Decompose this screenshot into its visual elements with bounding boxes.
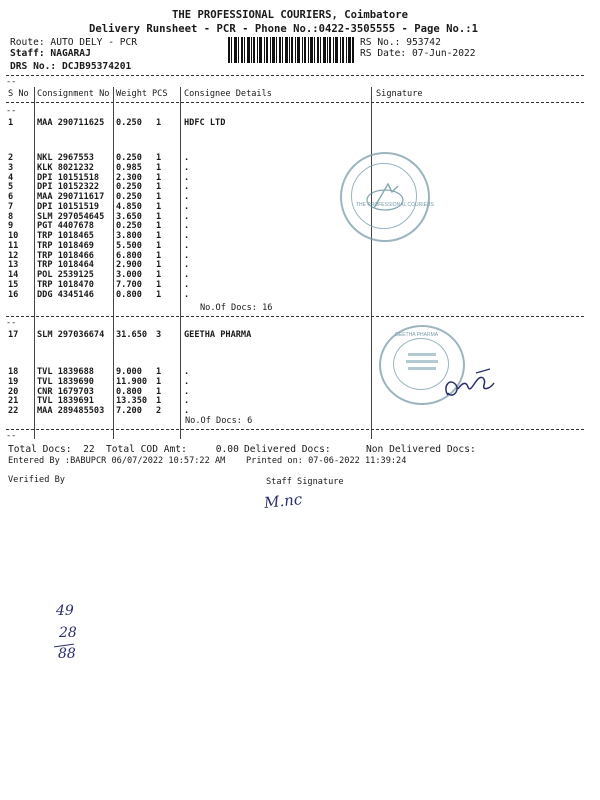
- consignment-no: TVL 1839688: [37, 367, 94, 377]
- consignment-no: KLK 8021232: [37, 162, 94, 173]
- total-cod: Total COD Amt: 0.00: [106, 444, 239, 455]
- table-row: [0, 387, 600, 397]
- table-row: [0, 377, 600, 387]
- consignee: .: [184, 250, 190, 261]
- consignee: .: [184, 162, 190, 173]
- weight: 3.650: [116, 211, 142, 222]
- pcs: 1: [156, 386, 162, 397]
- rs-date: RS Date: 07-Jun-2022: [360, 48, 476, 59]
- consignment-no: TRP 1018469: [37, 240, 94, 251]
- col-consignee: Consignee Details: [184, 89, 272, 99]
- pcs: 1: [156, 201, 162, 212]
- sno: 19: [8, 376, 19, 387]
- sno: 17: [8, 330, 19, 340]
- weight: 0.800: [116, 289, 142, 300]
- staff-label: Staff: NAGARAJ: [10, 48, 91, 59]
- pcs: 1: [156, 250, 162, 261]
- pcs: 1: [156, 279, 162, 290]
- consignment-no: DDG 4345146: [37, 289, 94, 300]
- consignment-no: SLM 297054645: [37, 211, 105, 222]
- sno: 8: [8, 211, 14, 222]
- sno: 14: [8, 270, 19, 280]
- pcs: 1: [156, 211, 162, 222]
- consignee: .: [184, 289, 190, 300]
- pcs: 1: [156, 162, 162, 173]
- consignment-no: MAA 290711625: [37, 118, 105, 128]
- weight: 6.800: [116, 250, 142, 261]
- pcs: 1: [156, 270, 162, 280]
- weight: 0.250: [116, 153, 142, 163]
- company-name: THE PROFESSIONAL COURIERS, Coimbatore: [172, 9, 408, 21]
- consignment-no: DPI 10151518: [37, 172, 100, 183]
- total-docs: Total Docs: 22: [8, 444, 95, 455]
- pcs: 1: [156, 118, 162, 128]
- consignee: .: [184, 386, 190, 397]
- weight: 0.250: [116, 182, 142, 193]
- weight: 0.250: [116, 118, 142, 128]
- col-consignment: Consignment No: [37, 89, 110, 99]
- sno: 16: [8, 289, 19, 300]
- pcs: 1: [156, 396, 162, 407]
- stamp-text: THE PROFESSIONAL COURIERS: [356, 202, 434, 208]
- consignee: .: [184, 153, 190, 163]
- divider-marks: --: [6, 431, 17, 441]
- consignee: .: [184, 270, 190, 280]
- consignee: .: [184, 406, 190, 416]
- weight: 7.700: [116, 279, 142, 290]
- consignee: .: [184, 221, 190, 232]
- consignment-no: TVL 1839690: [37, 376, 94, 387]
- consignment-no: DPI 10151519: [37, 201, 100, 212]
- table-row: [0, 212, 600, 222]
- drs-number: DRS No.: DCJB95374201: [10, 61, 132, 72]
- table-row: [0, 241, 600, 251]
- non-delivered-docs: Non Delivered Docs:: [366, 444, 476, 455]
- rubber-stamp: [340, 152, 434, 242]
- consignment-no: DPI 10152322: [37, 182, 100, 193]
- pcs: 1: [156, 153, 162, 163]
- weight: 0.800: [116, 386, 142, 397]
- table-row: [0, 182, 600, 192]
- consignment-no: MAA 289485503: [37, 406, 105, 416]
- sno: 5: [8, 182, 14, 193]
- staff-signature: M.nc: [263, 490, 304, 512]
- divider: [6, 316, 584, 317]
- table-row: [0, 280, 600, 290]
- consignee: GEETHA PHARMA: [184, 330, 252, 340]
- consignment-no: PGT 4407678: [37, 221, 94, 232]
- weight: 2.900: [116, 260, 142, 271]
- handwritten-note: 88: [58, 646, 76, 662]
- table-row: [0, 260, 600, 270]
- consignee: .: [184, 172, 190, 183]
- sno: 21: [8, 396, 19, 407]
- weight: 2.300: [116, 172, 142, 183]
- consignee-signature: [440, 365, 496, 403]
- divider-marks: --: [6, 106, 17, 116]
- weight: 13.350: [116, 396, 148, 407]
- pcs: 1: [156, 289, 162, 300]
- handwritten-note: 49: [56, 603, 74, 619]
- table-row: [0, 192, 600, 202]
- consignee: .: [184, 201, 190, 212]
- sno: 1: [8, 118, 14, 128]
- sno: 18: [8, 367, 19, 377]
- divider-marks: --: [6, 318, 17, 328]
- weight: 5.500: [116, 240, 142, 251]
- weight: 31.650: [116, 330, 148, 340]
- consignment-no: POL 2539125: [37, 270, 94, 280]
- sno: 3: [8, 162, 14, 173]
- consignee: .: [184, 240, 190, 251]
- sno: 2: [8, 153, 14, 163]
- pcs: 1: [156, 182, 162, 193]
- consignee: .: [184, 211, 190, 222]
- sno: 11: [8, 240, 19, 251]
- consignee: .: [184, 396, 190, 407]
- printed-on: Printed on: 07-06-2022 11:39:24: [246, 456, 407, 466]
- consignee: .: [184, 279, 190, 290]
- table-row: [0, 202, 600, 212]
- table-row: [0, 231, 600, 241]
- table-row: [0, 221, 600, 231]
- consignment-no: TRP 1018465: [37, 231, 94, 241]
- sno: 9: [8, 221, 14, 232]
- table-row: [0, 251, 600, 261]
- stamp-text: GEETHA PHARMA: [395, 332, 439, 338]
- divider-marks: --: [6, 77, 17, 87]
- divider: [6, 102, 584, 103]
- staff-signature-label: Staff Signature: [266, 477, 344, 487]
- sno: 20: [8, 386, 19, 397]
- table-row: [0, 396, 600, 406]
- pcs: 1: [156, 260, 162, 271]
- entered-by: Entered By :BABUPCR 06/07/2022 10:57:22 AM: [8, 456, 226, 466]
- consignee: .: [184, 182, 190, 193]
- rs-number: RS No.: 953742: [360, 37, 441, 48]
- pcs: 1: [156, 231, 162, 241]
- consignee: .: [184, 376, 190, 387]
- sno: 15: [8, 279, 19, 290]
- consignment-no: CNR 1679703: [37, 386, 94, 397]
- table-row: [0, 153, 600, 163]
- weight: 3.000: [116, 270, 142, 280]
- consignee: .: [184, 192, 190, 202]
- consignee: .: [184, 260, 190, 271]
- table-row: [0, 163, 600, 173]
- divider: [6, 75, 584, 76]
- col-weight: Weight: [116, 89, 148, 99]
- weight: 0.985: [116, 162, 142, 173]
- table-row: [0, 406, 600, 416]
- runsheet-title: Delivery Runsheet - PCR - Phone No.:0422-3505555 - Page No.:1: [89, 23, 479, 35]
- consignment-no: TRP 1018466: [37, 250, 94, 261]
- sno: 22: [8, 406, 19, 416]
- barcode: [228, 37, 354, 63]
- sno: 12: [8, 250, 19, 261]
- weight: 0.250: [116, 221, 142, 232]
- table-row: [0, 118, 600, 128]
- table-row: [0, 173, 600, 183]
- divider: [6, 429, 584, 430]
- pcs: 1: [156, 367, 162, 377]
- weight: 3.800: [116, 231, 142, 241]
- docs-count: No.Of Docs: 6: [185, 416, 253, 426]
- col-signature: Signature: [376, 89, 423, 99]
- weight: 9.000: [116, 367, 142, 377]
- pcs: 1: [156, 221, 162, 232]
- consignment-no: TVL 1839691: [37, 396, 94, 407]
- consignment-no: NKL 2967553: [37, 153, 94, 163]
- pcs: 2: [156, 406, 162, 416]
- sno: 4: [8, 172, 14, 183]
- weight: 0.250: [116, 192, 142, 202]
- consignment-no: TRP 1018464: [37, 260, 94, 271]
- route-label: Route: AUTO DELY - PCR: [10, 37, 138, 48]
- table-row: [0, 367, 600, 377]
- consignment-no: MAA 290711617: [37, 192, 105, 202]
- pcs: 3: [156, 330, 162, 340]
- pcs: 1: [156, 192, 162, 202]
- consignee: .: [184, 367, 190, 377]
- weight: 11.900: [116, 376, 148, 387]
- consignee: HDFC LTD: [184, 118, 226, 128]
- pcs: 1: [156, 376, 162, 387]
- col-pcs: PCS: [152, 89, 168, 99]
- docs-count: No.Of Docs: 16: [200, 303, 273, 313]
- col-sno: S No: [8, 89, 29, 99]
- consignee: .: [184, 231, 190, 241]
- table-row: [0, 270, 600, 280]
- verified-by: Verified By: [8, 475, 65, 485]
- table-row: [0, 330, 600, 340]
- pcs: 1: [156, 240, 162, 251]
- table-row: [0, 290, 600, 300]
- table-header: [0, 89, 600, 99]
- sno: 7: [8, 201, 14, 212]
- handwritten-note: 28: [59, 625, 77, 641]
- weight: 7.200: [116, 406, 142, 416]
- sno: 6: [8, 192, 14, 202]
- sno: 13: [8, 260, 19, 271]
- stamp-emblem-icon: [364, 178, 406, 216]
- delivered-docs: Delivered Docs:: [244, 444, 331, 455]
- sno: 10: [8, 231, 19, 241]
- consignment-no: TRP 1018470: [37, 279, 94, 290]
- consignment-no: SLM 297036674: [37, 330, 105, 340]
- weight: 4.850: [116, 201, 142, 212]
- pcs: 1: [156, 172, 162, 183]
